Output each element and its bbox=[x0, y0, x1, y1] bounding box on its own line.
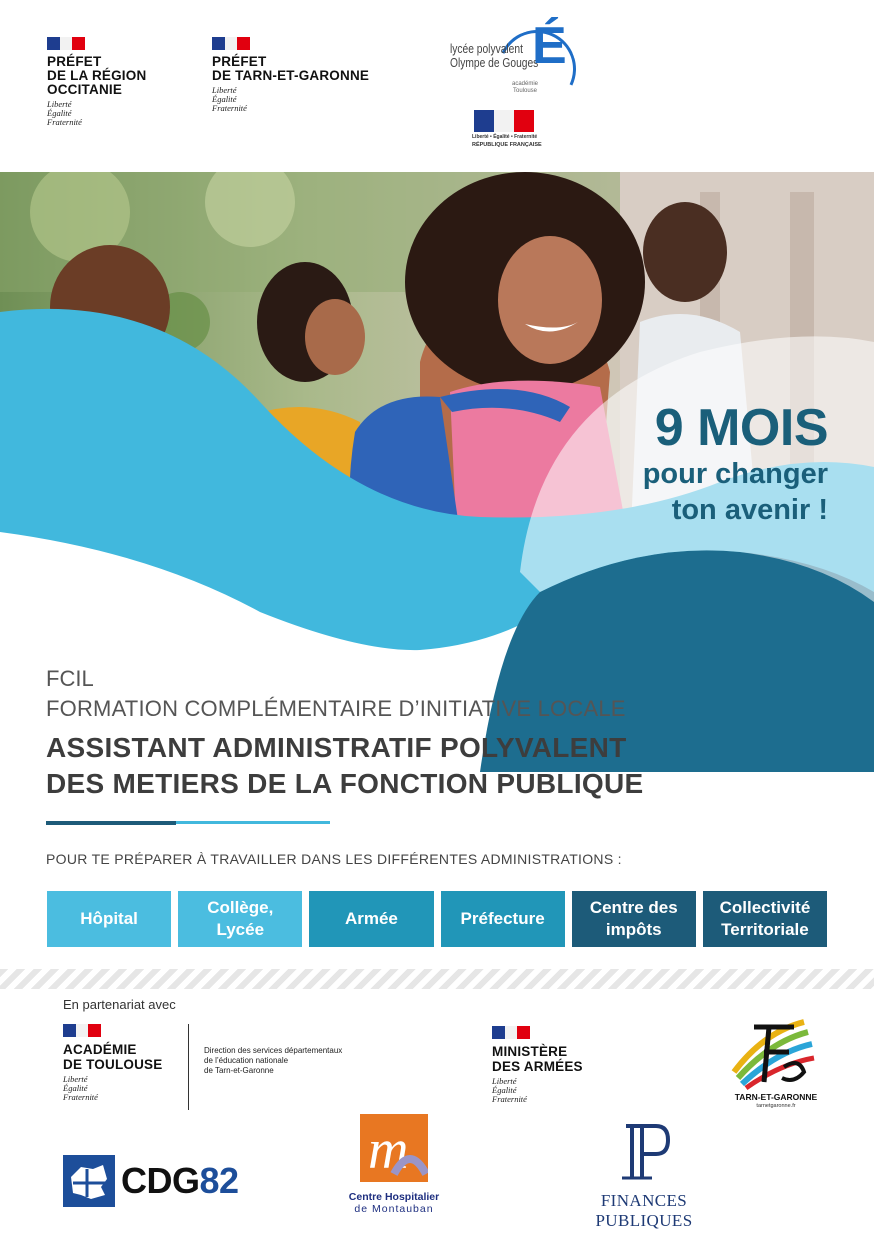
prefet-tarn-title: PRÉFET DE TARN-ET-GARONNE bbox=[212, 54, 370, 83]
main-title-line-1: ASSISTANT ADMINISTRATIF POLYVALENT bbox=[46, 732, 627, 763]
main-title-line-2: DES METIERS DE LA FONCTION PUBLIQUE bbox=[46, 768, 644, 799]
ministere-title: MINISTÈRE DES ARMÉES bbox=[492, 1044, 583, 1074]
marianne-flag-icon bbox=[63, 1024, 101, 1037]
tile-college-lycee: Collège, Lycée bbox=[178, 891, 302, 947]
tarn-et-garonne-name: TARN-ET-GARONNE bbox=[734, 1092, 818, 1102]
lycee-name: lycée polyvalent Olympe de Gouges bbox=[450, 42, 539, 70]
lycee-letter: É bbox=[532, 17, 567, 75]
administration-tiles bbox=[47, 891, 827, 947]
finances-publiques-name: FINANCES PUBLIQUES bbox=[595, 1191, 693, 1230]
cdg82-map-icon bbox=[63, 1155, 115, 1207]
title-underline bbox=[46, 821, 330, 825]
tile-armee: Armée bbox=[309, 891, 433, 947]
academie-separator bbox=[188, 1024, 189, 1110]
prefet-tarn-motto: Liberté Égalité Fraternité bbox=[212, 85, 247, 113]
finances-publiques-emblem-icon bbox=[616, 1122, 672, 1180]
prefet-occitanie-logo bbox=[47, 37, 146, 127]
republique-flag-icon bbox=[474, 110, 534, 132]
hatched-divider bbox=[0, 969, 874, 989]
marianne-flag-icon bbox=[47, 37, 85, 50]
centre-hospitalier-emblem-icon bbox=[360, 1114, 428, 1182]
lycee-olympe-de-gouges-logo bbox=[440, 18, 580, 148]
tarn-et-garonne-emblem-icon bbox=[724, 1012, 824, 1092]
centre-hospitalier-name: Centre Hospitalier bbox=[348, 1191, 440, 1203]
ministere-armees-logo bbox=[492, 1026, 583, 1104]
hero-banner bbox=[0, 172, 874, 772]
academie-motto: Liberté Égalité Fraternité bbox=[63, 1074, 98, 1102]
tile-collectivite-territoriale: Collectivité Territoriale bbox=[703, 891, 827, 947]
hero-line-3: ton avenir ! bbox=[671, 494, 828, 526]
marianne-flag-icon bbox=[212, 37, 250, 50]
tile-centre-des-impots: Centre des impôts bbox=[572, 891, 696, 947]
cdg82-logo bbox=[63, 1155, 239, 1207]
hero-headline bbox=[643, 400, 828, 528]
cdg82-prefix: CDG bbox=[121, 1160, 200, 1201]
marianne-flag-icon bbox=[492, 1026, 530, 1039]
centre-hospitalier-logo bbox=[346, 1114, 442, 1215]
svg-text:m: m bbox=[368, 1119, 409, 1181]
hero-duration: 9 MOIS bbox=[654, 399, 828, 457]
tile-hopital: Hôpital bbox=[47, 891, 171, 947]
tile-prefecture: Préfecture bbox=[441, 891, 565, 947]
prefet-occitanie-title: PRÉFET DE LA RÉGION OCCITANIE bbox=[47, 54, 147, 97]
hero-line-2: pour changer bbox=[642, 458, 828, 490]
tarn-et-garonne-logo bbox=[724, 1012, 824, 1112]
academie-title: ACADÉMIE DE TOULOUSE bbox=[63, 1042, 163, 1072]
ministere-motto: Liberté Égalité Fraternité bbox=[492, 1076, 527, 1104]
prefet-occitanie-motto: Liberté Égalité Fraternité bbox=[47, 99, 82, 127]
finances-publiques-logo bbox=[553, 1122, 735, 1231]
cdg82-number: 82 bbox=[199, 1160, 239, 1201]
centre-hospitalier-city: de Montauban bbox=[354, 1203, 434, 1215]
lycee-republique: RÉPUBLIQUE FRANÇAISE bbox=[472, 142, 542, 148]
cdg82-text bbox=[121, 1160, 239, 1202]
lycee-academie: académie Toulouse bbox=[512, 81, 539, 94]
prefet-tarn-logo bbox=[212, 37, 369, 113]
lycee-rep-motto: Liberté • Égalité • Fraternité bbox=[472, 134, 538, 140]
fcil-label: FCIL bbox=[46, 666, 94, 691]
tarn-et-garonne-url: tarnetgaronne.fr bbox=[756, 1103, 796, 1109]
academie-toulouse-logo bbox=[63, 1024, 162, 1102]
administrations-intro: POUR TE PRÉPARER À TRAVAILLER DANS LES DIFFÉRENTES ADMINISTRATIONS : bbox=[46, 851, 622, 867]
academie-direction: Direction des services départementaux de l’éducation nationale de Tarn-et-Garonne bbox=[204, 1046, 343, 1075]
formation-subtitle: FORMATION COMPLÉMENTAIRE D’INITIATIVE LOCALE bbox=[46, 696, 626, 721]
partnership-label: En partenariat avec bbox=[63, 997, 176, 1012]
